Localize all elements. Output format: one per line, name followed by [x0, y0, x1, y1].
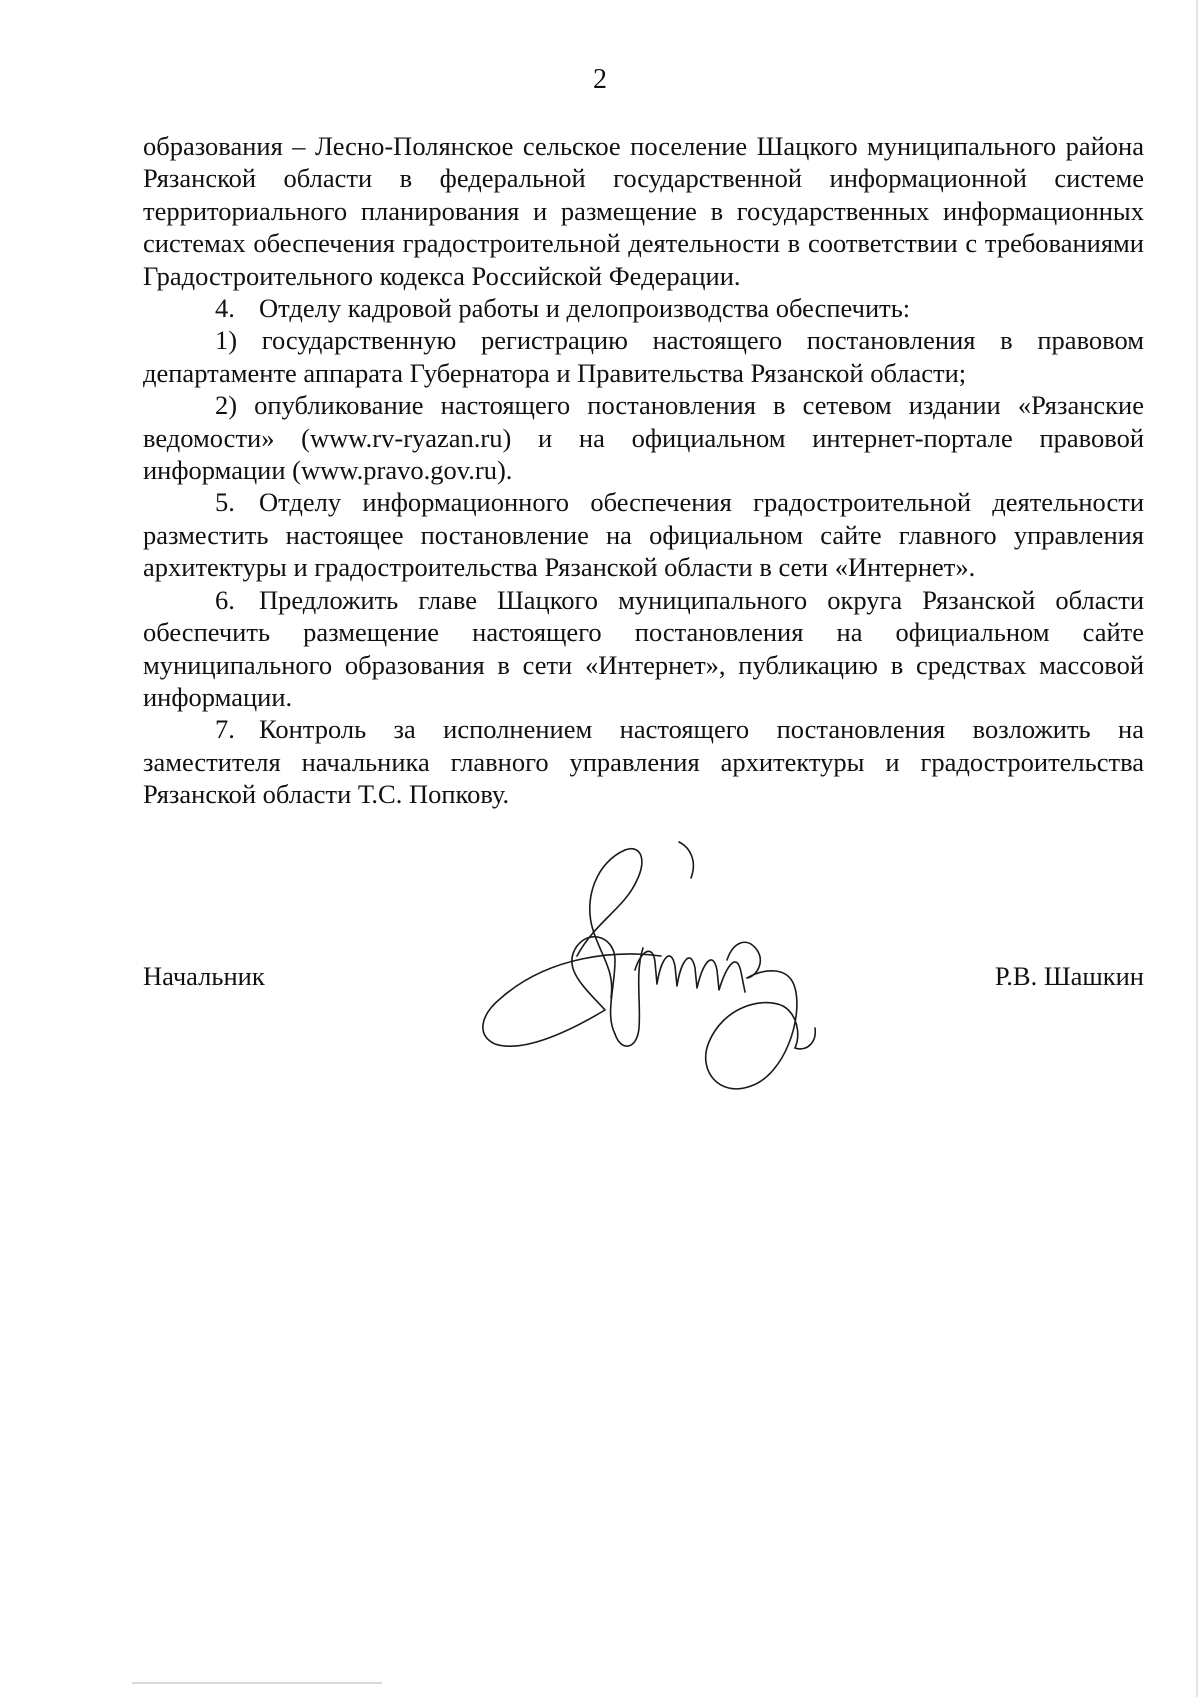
paragraph-item-4	[143, 292, 1144, 324]
paragraph-text: Отделу информационного обеспечения градостроительной деятельности разместить настоящее постановление на официальном сайте главного управления архитектуры и градостроительства Рязанской области в сети «Интернет».	[143, 487, 1144, 583]
paragraph-text: Отделу кадровой работы и делопроизводства обеспечить:	[259, 293, 911, 324]
paragraph-text: Предложить главе Шацкого муниципального округа Рязанской области обеспечить размещение настоящего постановления на официальном сайте муниципального образования в сети «Интернет», публикацию в средствах массовой информации.	[143, 584, 1144, 712]
paragraph-item-6	[143, 584, 1144, 714]
paragraph-number: 6.	[215, 584, 235, 615]
paragraph-number: 5.	[215, 487, 235, 518]
paragraph-text: образования – Лесно-Полянское сельское поселение Шацкого муниципального района Рязанской области в федеральной государственной информационной системе территориального планирования и размещение в государственных информационных системах обеспечения градостроительной деятельности в соответствии с требованиями Градостроительного кодекса Российской Федерации.	[143, 131, 1144, 291]
paragraph-text: 2) опубликование настоящего постановления в сетевом издании «Рязанские ведомости» (www.rv-ryazan.ru) и на официальном интернет-портале правовой информации (www.pravo.gov.ru).	[143, 390, 1144, 486]
handwritten-signature	[465, 838, 825, 1108]
paragraph-item-5	[143, 486, 1144, 583]
signatory-title: Начальник	[143, 961, 265, 991]
paragraph-number: 7.	[215, 714, 235, 745]
paragraph-text: 1) государственную регистрацию настоящего постановления в правовом департаменте аппарата Губернатора и Правительства Рязанской области;	[143, 325, 1144, 388]
scan-edge-bottom	[132, 1682, 382, 1684]
scan-edge-right	[1196, 0, 1198, 1697]
paragraph-item-4-1	[143, 324, 1144, 389]
paragraph-item-4-2	[143, 389, 1144, 486]
paragraph-continuation	[143, 130, 1144, 292]
paragraph-item-7	[143, 713, 1144, 810]
page-number: 2	[593, 64, 607, 95]
paragraph-text: Контроль за исполнением настоящего постановления возложить на заместителя начальника главного управления архитектуры и градостроительства Рязанской области Т.С. Попкову.	[143, 714, 1144, 810]
document-body	[143, 130, 1144, 811]
paragraph-number: 4.	[215, 293, 235, 324]
signatory-name: Р.В. Шашкин	[994, 961, 1144, 991]
